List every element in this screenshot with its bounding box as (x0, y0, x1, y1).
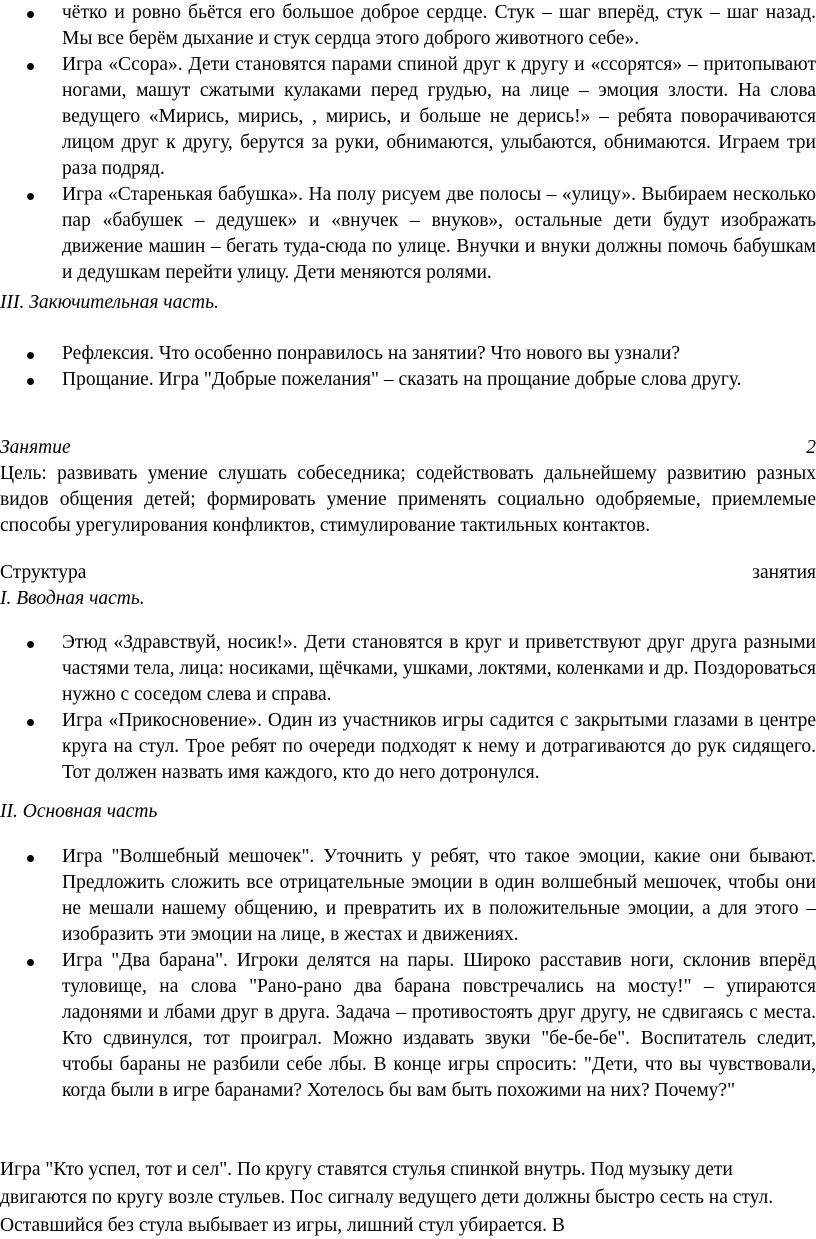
list-item (0, 948, 816, 1104)
intro-list (0, 630, 816, 786)
structure-header (0, 560, 816, 586)
bullet-icon (27, 378, 34, 385)
list-item-text: Игра «Прикосновение». Один из участников игры садится с закрытыми глазами в центре круга на стул. Трое ребят по очереди подходят к нему и дотрагиваются до рук сидящего. Тот должен назвать имя каждого, кто до него дотронулся. (62, 710, 816, 783)
lesson-number: 2 (806, 437, 816, 458)
list-item (0, 0, 816, 52)
lesson-label: Занятие (0, 437, 71, 458)
list-item (0, 367, 816, 393)
list-item-text: Этюд «Здравствуй, носик!». Дети становятся в круг и приветствуют друг друга разными частями тела, лица: носиками, щёчками, ушками, локтями, коленками и др. Поздороваться нужно с соседом слева и справа. (62, 632, 816, 705)
structure-label-right: занятия (752, 562, 816, 583)
lesson-goal: Цель: развивать умение слушать собеседника; содействовать дальнейшему развитию разных видов общения детей; формировать умение применять социально одобряемые, приемлемые способы урегулирования конфликтов, стимулирование тактильных контактов. (0, 463, 816, 536)
list-item-text: Прощание. Игра "Добрые пожелания" – сказать на прощание добрые слова другу. (62, 369, 742, 390)
list-item-text: чётко и ровно бьётся его большое доброе сердце. Стук – шаг вперёд, стук – шаг назад. Мы все берём дыхание и стук сердца этого доброго животного себе». (62, 2, 816, 49)
bullet-icon (27, 855, 34, 862)
bullet-icon (27, 63, 34, 70)
part2-heading: II. Основная часть (0, 801, 158, 822)
list-item (0, 630, 816, 708)
lesson-header (0, 435, 816, 461)
list-item (0, 52, 816, 182)
list-item-text: Игра «Ссора». Дети становятся парами спиной друг к другу и «ссорятся» – притопывают ногами, машут сжатыми кулаками перед грудью, на лице – эмоция злости. На слова ведущего «Мирись, мирись, , мирись, и больше не дерись!» – ребята поворачиваются лицом друг к другу, берутся за руки, обнимаются, улыбаются, обнимаются. Играем три раза подряд. (62, 54, 816, 179)
games-list-1 (0, 0, 816, 286)
bullet-icon (27, 641, 34, 648)
closing-list (0, 341, 816, 393)
list-item-text: Игра «Старенькая бабушка». На полу рисуем две полосы – «улицу». Выбираем несколько пар «бабушек – дедушек» и «внучек – внуков», остальные дети будут изображать движение машин – бегать туда-сюда по улице. Внучки и внуки должны помочь бабушкам и дедушкам перейти улицу. Дети меняются ролями. (62, 184, 816, 283)
last-paragraph: Игра "Кто успел, тот и сел". По кругу ставятся стулья спинкой внутрь. Под музыку дети двигаются по кругу возле стульев. Пос сигналу ведущего дети должны быстро сесть на стул. Оставшийся без стула выбывает из игры, лишний стул убирается. В (0, 1158, 774, 1236)
part3-heading: III. Закючительная часть. (0, 292, 219, 313)
list-item (0, 182, 816, 286)
bullet-icon (27, 193, 34, 200)
bullet-icon (27, 11, 34, 18)
part1-heading: I. Вводная часть. (0, 588, 145, 609)
list-item-text: Рефлексия. Что особенно понравилось на занятии? Что нового вы узнали? (62, 343, 680, 364)
list-item-text: Игра "Два барана". Игроки делятся на пары. Широко расставив ноги, склонив вперёд туловище, на слова "Рано-рано два барана повстречались на мосту!" – упираются ладонями и лбами друг в друга. Задача – противостоять друг другу, не сдвигаясь с места. Кто сдвинулся, тот проиграл. Можно издавать звуки "бе-бе-бе". Воспитатель следит, чтобы бараны не разбили себе лбы. В конце игры спросить: "Дети, что вы чувствовали, когда были в игре баранами? Хотелось бы вам быть похожими на них? Почему?" (62, 950, 816, 1101)
main-list (0, 844, 816, 1104)
bullet-icon (27, 959, 34, 966)
bullet-icon (27, 719, 34, 726)
bullet-icon (27, 352, 34, 359)
structure-label: Структура (0, 562, 87, 583)
list-item (0, 341, 816, 367)
list-item (0, 708, 816, 786)
list-item (0, 844, 816, 948)
list-item-text: Игра "Волшебный мешочек". Уточнить у ребят, что такое эмоции, какие они бывают. Предложить сложить все отрицательные эмоции в один волшебный мешочек, чтобы они не мешали нашему общению, и превратить их в положительные эмоции, а для этого – изобразить эти эмоции на лице, в жестах и движениях. (62, 846, 816, 945)
